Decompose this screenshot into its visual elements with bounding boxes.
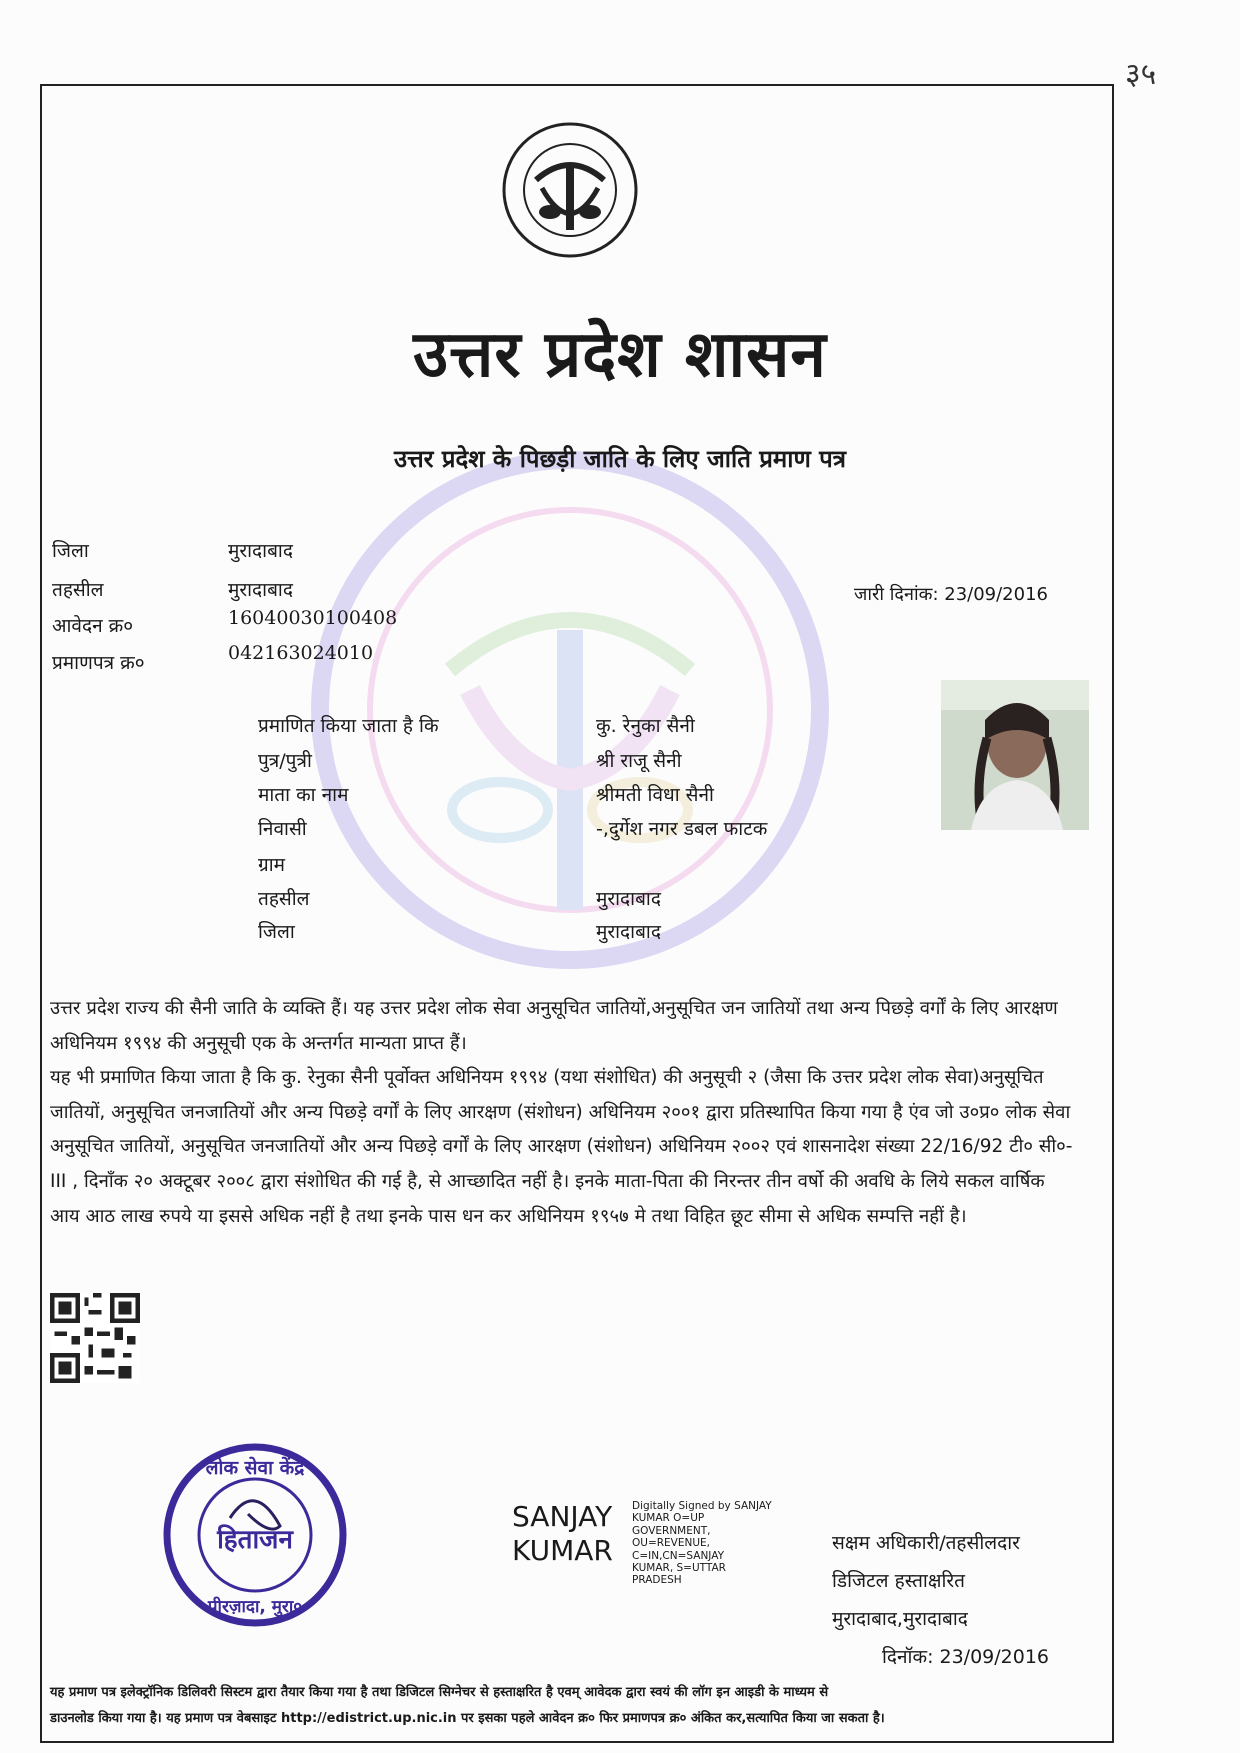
detail-label-mother: माता का नाम bbox=[258, 784, 349, 806]
meta-label-application-no: आवेदन क्र० bbox=[52, 615, 134, 637]
detail-label-child-of: पुत्र/पुत्री bbox=[258, 750, 312, 772]
main-title: उत्तर प्रदेश शासन bbox=[413, 318, 827, 392]
detail-value-father: श्री राजू सैनी bbox=[596, 750, 682, 772]
authority-designation: सक्षम अधिकारी/तहसीलदार bbox=[832, 1532, 1020, 1554]
detail-label-certified: प्रमाणित किया जाता है कि bbox=[258, 715, 439, 737]
issuing-authority bbox=[832, 1524, 1052, 1676]
corner-mark: ३५ bbox=[1125, 57, 1157, 92]
signature-name-line1: SANJAY bbox=[512, 1500, 613, 1533]
issue-date: जारी दिनांक: 23/09/2016 bbox=[854, 584, 1048, 605]
stamp-bottom-text: पीरज़ादा, मुरा० bbox=[207, 1597, 303, 1617]
body-paragraph-1: उत्तर प्रदेश राज्य की सैनी जाति के व्यक्ति हैं। यह उत्तर प्रदेश लोक सेवा अनुसूचित जातियों,अनुसूचित जन जातियों तथा अन्य पिछड़े वर्गों के लिए आरक्षण अधिनियम १९९४ की अनुसूची एक के अन्तर्गत मान्यता प्राप्त हैं। bbox=[50, 998, 1058, 1054]
detail-label-resident: निवासी bbox=[258, 818, 307, 840]
signature-meta-line: KUMAR, S=UTTAR bbox=[632, 1562, 726, 1575]
meta-label-tehsil: तहसील bbox=[52, 579, 104, 601]
meta-value-certificate-no: 042163024010 bbox=[228, 642, 374, 664]
detail-value-name: कु. रेनुका सैनी bbox=[596, 715, 695, 737]
signature-meta-line: PRADESH bbox=[632, 1574, 682, 1587]
verification-footer bbox=[50, 1680, 1100, 1732]
footer-line-1: यह प्रमाण पत्र इलेक्ट्रॉनिक डिलिवरी सिस्टम द्वारा तैयार किया गया है तथा डिजिटल सिग्नेचर से हस्ताक्षरित है एवम् आवेदक द्वारा स्वयं की लॉग इन आइडी के माध्यम से bbox=[50, 1685, 829, 1700]
detail-value-resident: -,दुर्गेश नगर डबल फाटक bbox=[596, 818, 768, 840]
detail-value-tehsil: मुरादाबाद bbox=[596, 888, 661, 910]
meta-label-district: जिला bbox=[52, 540, 89, 562]
meta-value-tehsil: मुरादाबाद bbox=[228, 579, 293, 601]
signature-meta-line: OU=REVENUE, bbox=[632, 1537, 711, 1550]
stamp-center-text: हिताजन bbox=[217, 1525, 293, 1555]
up-govt-emblem-icon bbox=[500, 120, 640, 260]
body-paragraph-2: यह भी प्रमाणित किया जाता है कि कु. रेनुका सैनी पूर्वोक्त अधिनियम १९९४ (यथा संशोधित) की अनुसूची २ (जैसा कि उत्तर प्रदेश लोक सेवा)अनुसूचित जातियों, अनुसूचित जनजातियों और अन्य पिछड़े वर्गों के लिए आरक्षण (संशोधन) अधिनियम २००१ द्वारा प्रतिस्थापित किया गया है एंव जो उ०प्र० लोक सेवा अनुसूचित जातियों, अनुसूचित जनजातियों और अन्य पिछड़े वर्गों के लिए आरक्षण (संशोधन) अधिनियम २००२ एवं शासनादेश संख्या 22/16/92 टी० सी०-III , दिनाँक २० अक्टूबर २००८ द्वारा संशोधित की गई है, से आच्छादित नहीं है। इनके माता-पिता की निरन्तर तीन वर्षो की अवधि के लिये सकल वार्षिक आय आठ लाख रुपये या इससे अधिक नहीं है तथा इनके पास धन कर अधिनियम १९५७ मे तथा विहित छूट सीमा से अधिक सम्पत्ति नहीं है। bbox=[50, 1067, 1073, 1227]
detail-label-tehsil: तहसील bbox=[258, 888, 310, 910]
signature-meta-line: GOVERNMENT, bbox=[632, 1524, 711, 1537]
applicant-photo bbox=[941, 680, 1089, 830]
meta-label-certificate-no: प्रमाणपत्र क्र० bbox=[52, 652, 145, 674]
office-seal-stamp bbox=[160, 1440, 350, 1630]
detail-label-district: जिला bbox=[258, 921, 295, 943]
digital-signature-details bbox=[632, 1500, 782, 1587]
authority-location: मुरादाबाद,मुरादाबाद bbox=[832, 1608, 968, 1630]
signature-meta-line: C=IN,CN=SANJAY bbox=[632, 1549, 724, 1562]
signature-name-line2: KUMAR bbox=[512, 1534, 613, 1567]
signature-meta-line: Digitally Signed by SANJAY bbox=[632, 1500, 772, 1512]
detail-value-mother: श्रीमती विधा सैनी bbox=[596, 784, 714, 806]
certificate-body bbox=[50, 992, 1080, 1234]
authority-date: दिनॉक: 23/09/2016 bbox=[882, 1646, 1050, 1668]
stamp-top-text: लोक सेवा केंद्र bbox=[205, 1457, 305, 1479]
detail-value-district: मुरादाबाद bbox=[596, 921, 661, 943]
signature-meta-line: KUMAR O=UP bbox=[632, 1512, 705, 1525]
footer-line-2: डाउनलोड किया गया है। यह प्रमाण पत्र वेबसाइट http://edistrict.up.nic.in पर इसका पहले आवेदन क्र० फिर प्रमाणपत्र क्र० अंकित कर,सत्यापित किया जा सकता है। bbox=[50, 1711, 885, 1726]
digital-signature-name bbox=[512, 1500, 632, 1568]
watermark-emblem-icon bbox=[310, 450, 830, 970]
meta-value-application-no: 16040030100408 bbox=[228, 607, 398, 629]
meta-value-district: मुरादाबाद bbox=[228, 540, 293, 562]
authority-digital-signed: डिजिटल हस्ताक्षरित bbox=[832, 1570, 965, 1592]
qr-code-icon bbox=[50, 1293, 140, 1383]
certificate-subtitle: उत्तर प्रदेश के पिछड़ी जाति के लिए जाति प्रमाण पत्र bbox=[393, 445, 847, 473]
detail-label-village: ग्राम bbox=[258, 854, 285, 876]
